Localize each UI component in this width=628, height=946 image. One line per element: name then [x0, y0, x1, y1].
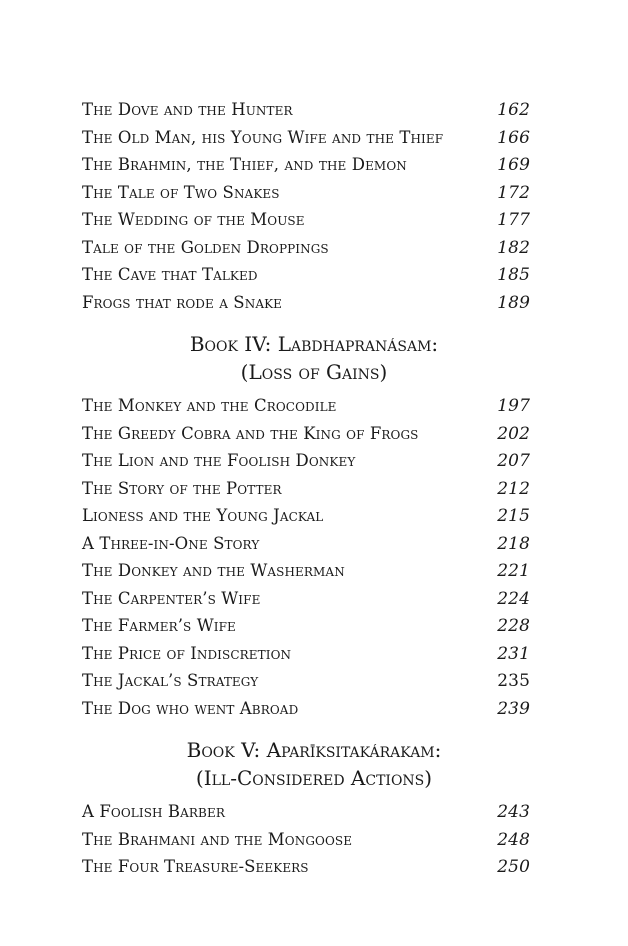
toc-entry-page: 182 [497, 237, 530, 258]
toc-entry-page: 221 [497, 561, 530, 581]
toc-entry-page: 239 [497, 698, 530, 719]
toc-entry [82, 589, 530, 617]
toc-entry-title: The Carpenter’s Wife [82, 588, 261, 608]
toc-entry-page: 169 [497, 155, 530, 175]
toc-entry-page: 235 [497, 671, 530, 691]
toc-entry [82, 265, 530, 293]
toc-entry-title: The Brahmin, the Thief, and the Demon [82, 155, 407, 174]
toc-entry [82, 183, 530, 211]
toc-list-book5 [82, 802, 530, 885]
toc-entry-page: 212 [497, 478, 530, 499]
toc-entry [82, 534, 530, 562]
toc-entry-title: The Cave that Talked [82, 265, 258, 284]
toc-entry-title: The Monkey and the Crocodile [82, 396, 337, 415]
toc-entry-title: A Foolish Barber [82, 802, 225, 821]
book5-heading-title: Book V: Aparīksitakárakam: [186, 738, 442, 762]
toc-entry-title: The Farmer’s Wife [82, 616, 236, 635]
toc-entry [82, 802, 530, 830]
toc-list-book3-continued [82, 100, 530, 320]
toc-entry-title: The Tale of Two Snakes [82, 182, 280, 202]
toc-entry [82, 479, 530, 507]
toc-entry-page: 177 [497, 210, 530, 230]
toc-entry-page: 202 [497, 423, 530, 444]
toc-entry-page: 185 [497, 265, 530, 285]
toc-entry-page: 197 [497, 396, 530, 416]
toc-entry [82, 155, 530, 183]
toc-entry-title: The Story of the Potter [82, 478, 282, 498]
toc-entry-title: The Brahmani and the Mongoose [82, 829, 353, 849]
toc-entry [82, 857, 530, 885]
toc-entry-page: 250 [497, 857, 530, 877]
toc-entry [82, 561, 530, 589]
toc-entry [82, 396, 530, 424]
toc-entry [82, 128, 530, 156]
toc-entry-page: 228 [497, 616, 530, 636]
toc-entry-page: 189 [497, 292, 530, 313]
toc-entry-page: 166 [497, 127, 530, 148]
toc-entry-title: The Donkey and the Washerman [82, 561, 345, 580]
toc-entry-title: The Jackal’s Strategy [82, 671, 259, 690]
toc-entry-page: 248 [497, 829, 530, 850]
toc-entry-page: 224 [497, 588, 530, 609]
toc-entry [82, 293, 530, 321]
toc-entry-title: A Three-in-One Story [82, 533, 260, 553]
toc-entry [82, 424, 530, 452]
toc-entry-title: Tale of the Golden Droppings [82, 237, 329, 257]
toc-entry [82, 100, 530, 128]
toc-entry-page: 218 [497, 533, 530, 554]
toc-entry-page: 243 [497, 802, 530, 822]
toc-entry-page: 231 [497, 643, 530, 664]
book4-heading-title: Book IV: Labdhapranásam: [189, 332, 439, 356]
toc-entry-title: The Wedding of the Mouse [82, 210, 305, 229]
toc-entry [82, 699, 530, 727]
toc-entry-title: The Lion and the Foolish Donkey [82, 451, 356, 470]
toc-entry-title: The Dog who went Abroad [82, 698, 299, 718]
book5-heading [0, 736, 628, 792]
toc-list-book4 [82, 396, 530, 726]
toc-entry-title: Lioness and the Young Jackal [82, 506, 324, 525]
toc-entry [82, 830, 530, 858]
toc-entry-page: 215 [497, 506, 530, 526]
toc-entry [82, 506, 530, 534]
book4-heading [0, 330, 628, 386]
toc-entry [82, 644, 530, 672]
toc-entry-title: Frogs that rode a Snake [82, 292, 283, 312]
toc-entry-title: The Four Treasure-Seekers [82, 857, 309, 876]
toc-entry-title: The Old Man, his Young Wife and the Thief [82, 127, 444, 147]
toc-entry-title: The Price of Indiscretion [82, 643, 292, 663]
toc-entry [82, 238, 530, 266]
toc-entry [82, 671, 530, 699]
toc-entry [82, 616, 530, 644]
toc-entry-page: 162 [497, 100, 530, 120]
book4-heading-subtitle: (Loss of Gains) [240, 360, 388, 384]
toc-entry-page: 207 [497, 451, 530, 471]
toc-entry-title: The Greedy Cobra and the King of Frogs [82, 423, 419, 443]
toc-entry [82, 210, 530, 238]
toc-entry [82, 451, 530, 479]
book5-heading-subtitle: (Ill-Considered Actions) [195, 766, 433, 790]
toc-entry-title: The Dove and the Hunter [82, 100, 293, 119]
toc-entry-page: 172 [497, 182, 530, 203]
